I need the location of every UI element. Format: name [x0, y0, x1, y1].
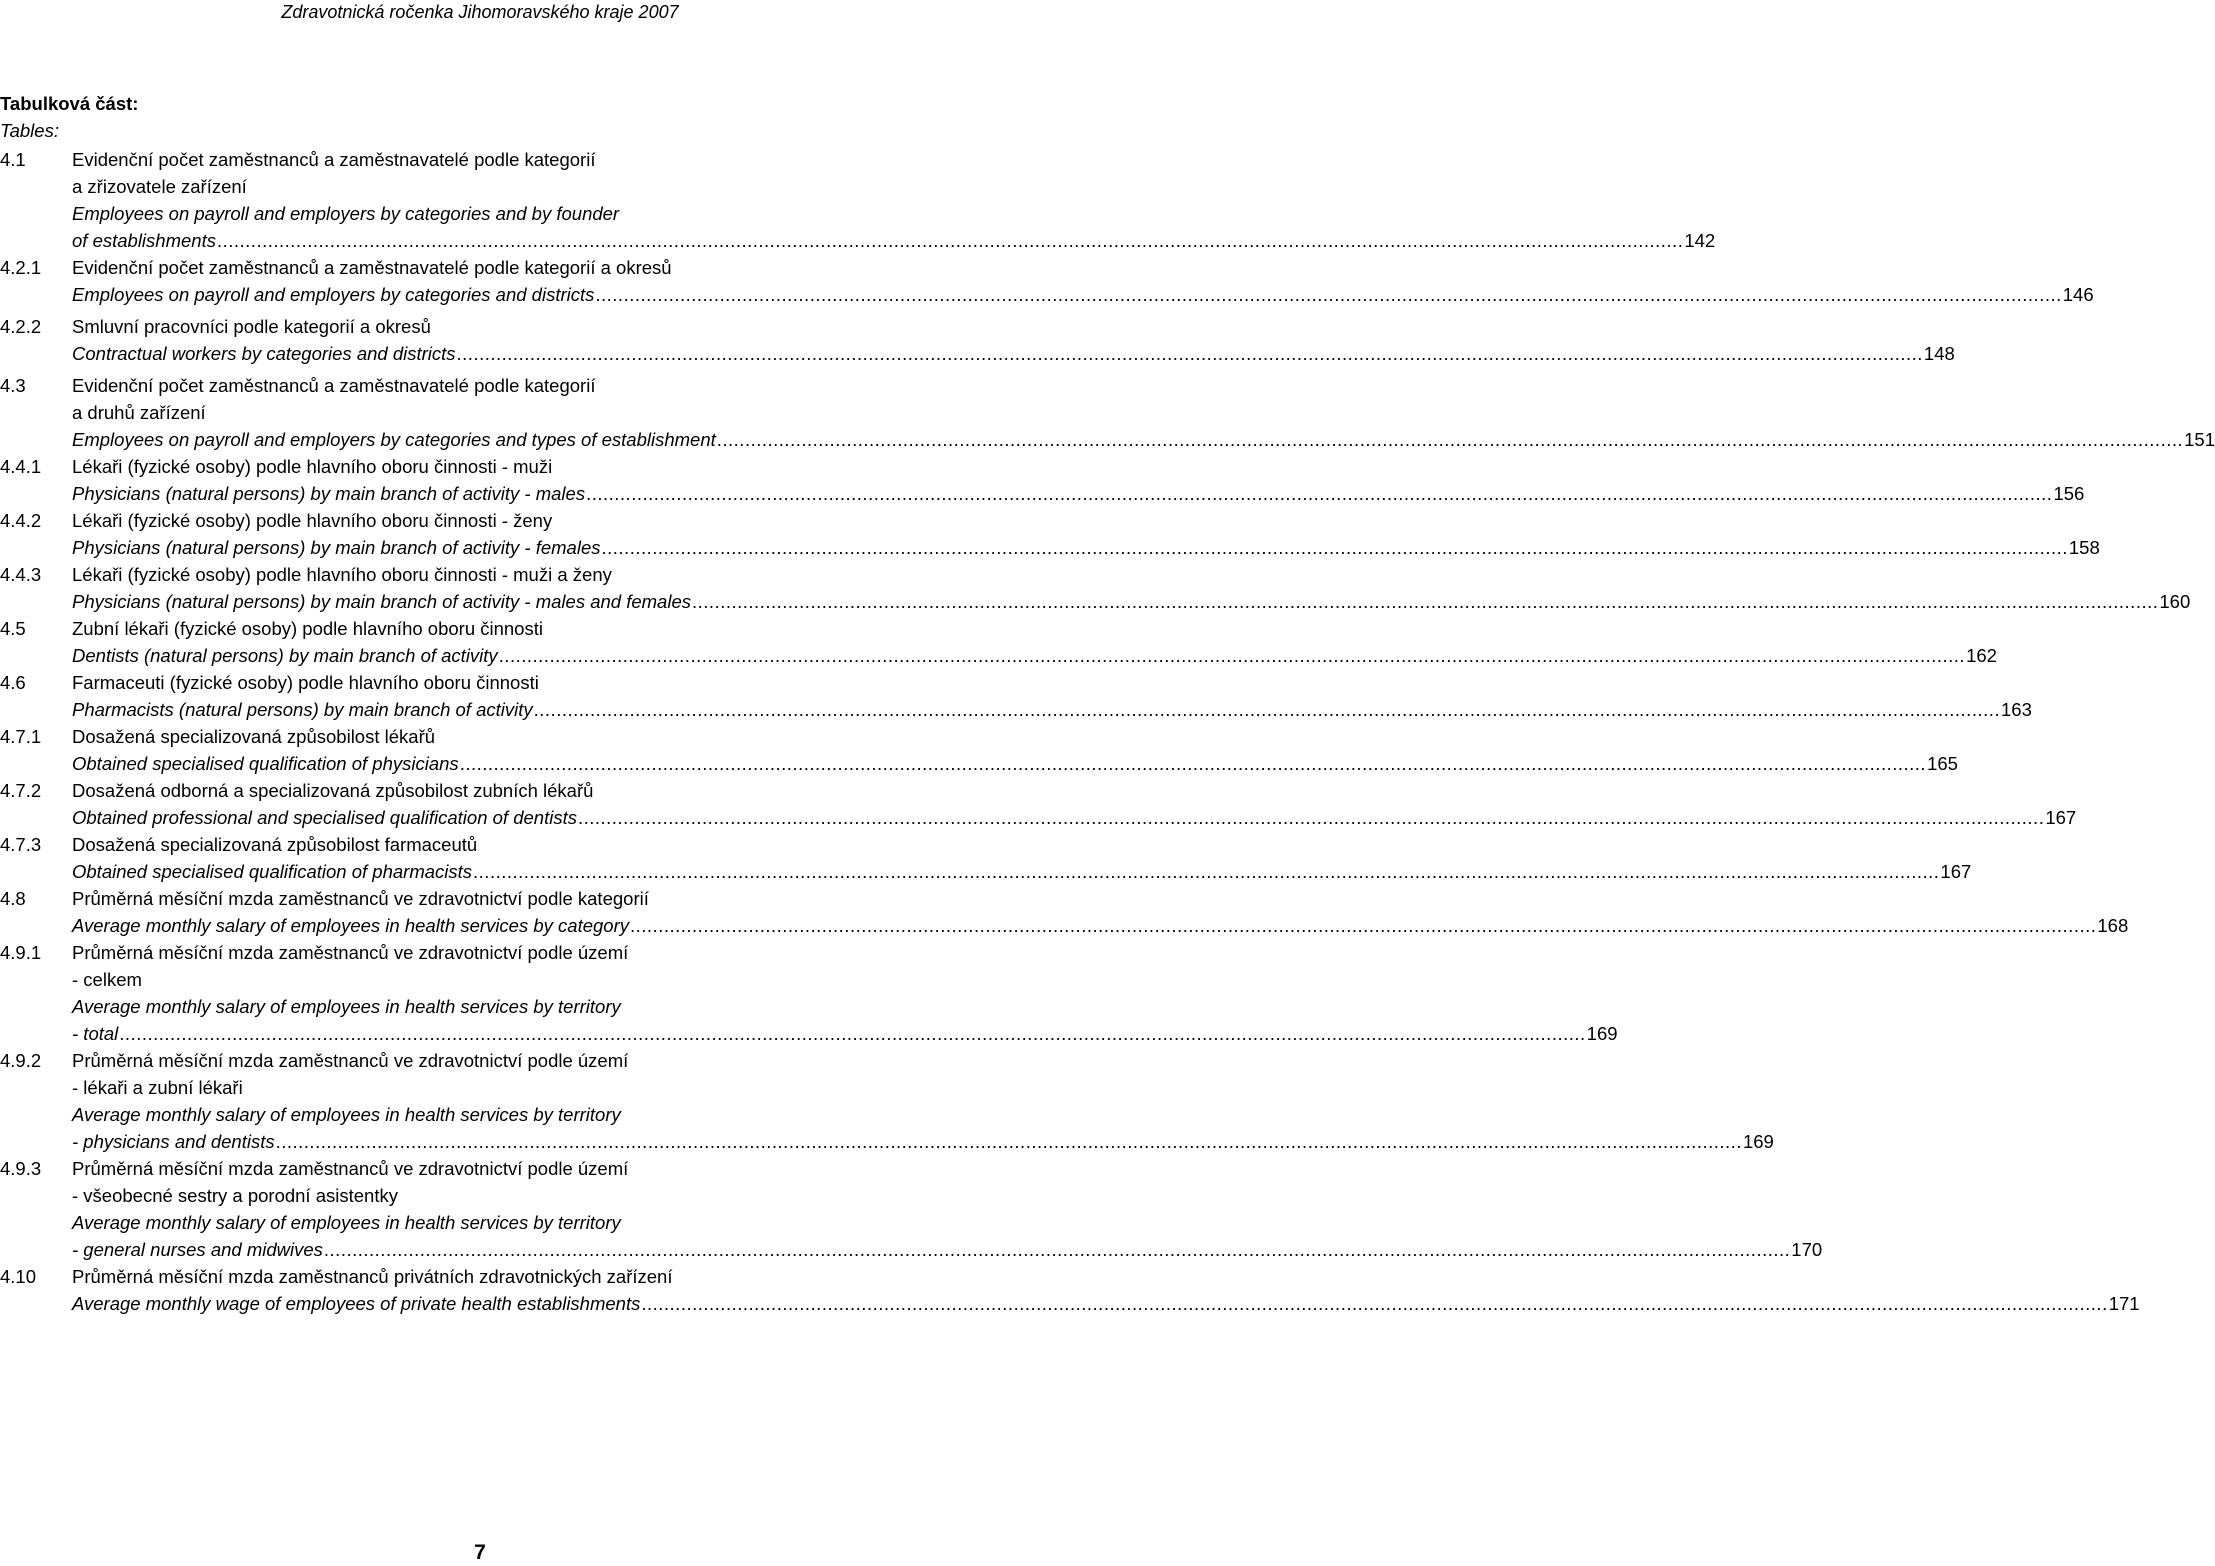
- toc-entry: [0, 831, 1972, 885]
- dot-leader: ....................................................................................................................................................................................................................................................................: [601, 537, 2068, 558]
- toc-entry-text: Contractual workers by categories and districts: [72, 343, 456, 364]
- toc-entry: [0, 1047, 1774, 1155]
- dot-leader: ....................................................................................................................................................................................................................................................................: [498, 645, 1966, 666]
- toc-entry-page: 151: [2184, 429, 2215, 450]
- section-title-cz: Tabulková část:: [0, 93, 139, 114]
- toc-entry-last-line: [72, 804, 2077, 831]
- toc-entry-last-line: [72, 534, 2100, 561]
- toc-entry-number: 4.2.2: [0, 316, 42, 337]
- toc-entry-last-line: [72, 340, 1955, 367]
- toc-entry-text: Employees on payroll and employers by categories and districts: [72, 284, 595, 305]
- toc-entry-number: 4.3: [0, 375, 26, 396]
- toc-entry-last-line: [72, 227, 1716, 254]
- toc-entry-text: Evidenční počet zaměstnanců a zaměstnavatelé podle kategorií: [72, 375, 596, 396]
- toc-entry-text: Average monthly salary of employees in health services by category: [72, 915, 629, 936]
- toc-entry-number: 4.9.2: [0, 1050, 42, 1071]
- toc-entry: [0, 885, 2129, 939]
- toc-entry-number: 4.9.1: [0, 942, 42, 963]
- toc-entry-page: 169: [1586, 1023, 1618, 1044]
- toc-entry-text: Average monthly salary of employees in health services by territory: [72, 1104, 621, 1125]
- toc-entry-last-line: [72, 1020, 1618, 1047]
- toc-entry: [0, 146, 1716, 254]
- toc-entry-text: Průměrná měsíční mzda zaměstnanců privátních zdravotnických zařízení: [72, 1266, 673, 1287]
- toc-entry: [0, 453, 2085, 507]
- toc-entry: [0, 1155, 1823, 1263]
- dot-leader: ....................................................................................................................................................................................................................................................................: [533, 699, 2001, 720]
- dot-leader: ....................................................................................................................................................................................................................................................................: [586, 483, 2053, 504]
- toc-entry-number: 4.4.1: [0, 456, 42, 477]
- toc-entry-page: 168: [2097, 915, 2129, 936]
- toc-entry: [0, 313, 1955, 367]
- toc-entry-last-line: [72, 750, 1958, 777]
- toc-entry-text: Dosažená specializovaná způsobilost lékařů: [72, 726, 436, 747]
- toc-entry-number: 4.8: [0, 888, 26, 909]
- dot-leader: ....................................................................................................................................................................................................................................................................: [456, 343, 1923, 364]
- toc-entry-number: 4.7.3: [0, 834, 42, 855]
- toc-entry-text: Lékaři (fyzické osoby) podle hlavního oboru činnosti - muži a ženy: [72, 564, 612, 585]
- toc-entry-text: Dosažená odborná a specializovaná způsobilost zubních lékařů: [72, 780, 594, 801]
- toc-entry-text: Average monthly salary of employees in health services by territory: [72, 996, 621, 1017]
- toc-entry-last-line: [72, 1128, 1774, 1155]
- dot-leader: ....................................................................................................................................................................................................................................................................: [641, 1293, 2108, 1314]
- toc-entry-page: 160: [2159, 591, 2191, 612]
- toc-entry-text: - physicians and dentists: [72, 1131, 275, 1152]
- toc-entry-text: - general nurses and midwives: [72, 1239, 323, 1260]
- toc-entry-page: 146: [2062, 284, 2094, 305]
- toc-entry: [0, 254, 2094, 308]
- toc-entry: [0, 1263, 2140, 1317]
- dot-leader: ....................................................................................................................................................................................................................................................................: [630, 915, 2097, 936]
- toc-entry-text: Lékaři (fyzické osoby) podle hlavního oboru činnosti - muži: [72, 456, 553, 477]
- toc-entry: [0, 372, 2215, 453]
- toc-entry-text: Average monthly salary of employees in health services by territory: [72, 1212, 621, 1233]
- toc-entry-text: Pharmacists (natural persons) by main branch of activity: [72, 699, 533, 720]
- toc-entry-page: 170: [1791, 1239, 1823, 1260]
- toc-entry: [0, 615, 1997, 669]
- toc-entry-number: 4.1: [0, 149, 26, 170]
- toc-entry: [0, 507, 2100, 561]
- toc-entry: [0, 669, 2032, 723]
- toc-entry-text: - všeobecné sestry a porodní asistentky: [72, 1185, 398, 1206]
- toc-entry-page: 167: [2045, 807, 2077, 828]
- toc-entry-text: Physicians (natural persons) by main branch of activity - males: [72, 483, 586, 504]
- toc-entry-last-line: [72, 1236, 1823, 1263]
- toc-entry-page: 169: [1742, 1131, 1774, 1152]
- toc-entry-text: Dentists (natural persons) by main branch of activity: [72, 645, 498, 666]
- toc-entry-last-line: [72, 696, 2032, 723]
- toc-entry-page: 162: [1966, 645, 1997, 666]
- section-title-en: Tables:: [0, 120, 59, 141]
- dot-leader: ....................................................................................................................................................................................................................................................................: [473, 861, 1940, 882]
- toc-entry-last-line: [72, 642, 1997, 669]
- toc-entry-last-line: [72, 912, 2129, 939]
- toc-entry-text: a druhů zařízení: [72, 402, 206, 423]
- toc-entry-text: Evidenční počet zaměstnanců a zaměstnavatelé podle kategorií: [72, 149, 596, 170]
- toc-entry: [0, 561, 2191, 615]
- toc-entry-last-line: [72, 480, 2085, 507]
- toc-entry-text: - celkem: [72, 969, 142, 990]
- toc-entry-page: 171: [2108, 1293, 2140, 1314]
- dot-leader: ....................................................................................................................................................................................................................................................................: [275, 1131, 1742, 1152]
- toc-entry-last-line: [72, 426, 2215, 453]
- toc-entry-number: 4.5: [0, 618, 26, 639]
- toc-entry-number: 4.7.1: [0, 726, 42, 747]
- toc-entry-number: 4.10: [0, 1266, 37, 1287]
- toc-entry-text: Smluvní pracovníci podle kategorií a okresů: [72, 316, 431, 337]
- dot-leader: ....................................................................................................................................................................................................................................................................: [577, 807, 2045, 828]
- toc-entry-text: Průměrná měsíční mzda zaměstnanců ve zdravotnictví podle území: [72, 942, 629, 963]
- toc-entry-text: Employees on payroll and employers by categories and types of establishment: [72, 429, 716, 450]
- toc-entry: [0, 723, 1958, 777]
- toc-entry-page: 148: [1923, 343, 1955, 364]
- toc-entry-page: 165: [1927, 753, 1958, 774]
- dot-leader: ....................................................................................................................................................................................................................................................................: [119, 1023, 1586, 1044]
- toc-entry-page: 142: [1684, 230, 1716, 251]
- toc-entry-text: Physicians (natural persons) by main branch of activity - males and females: [72, 591, 691, 612]
- dot-leader: ....................................................................................................................................................................................................................................................................: [216, 230, 1684, 251]
- toc-entry-page: 156: [2053, 483, 2085, 504]
- toc-entry-text: Obtained professional and specialised qualification of dentists: [72, 807, 577, 828]
- toc-entry-text: Employees on payroll and employers by categories and by founder: [72, 203, 620, 224]
- dot-leader: ....................................................................................................................................................................................................................................................................: [323, 1239, 1791, 1260]
- toc-entry-number: 4.6: [0, 672, 26, 693]
- toc-entry-text: - lékaři a zubní lékaři: [72, 1077, 243, 1098]
- toc-entry-text: a zřizovatele zařízení: [72, 176, 247, 197]
- toc-entry-last-line: [72, 858, 1972, 885]
- toc-entry-text: of establishments: [72, 230, 216, 251]
- toc-entry-text: Průměrná měsíční mzda zaměstnanců ve zdravotnictví podle území: [72, 1050, 629, 1071]
- running-header: Zdravotnická ročenka Jihomoravského kraje 2007: [281, 2, 679, 22]
- toc-entry-page: 163: [2001, 699, 2032, 720]
- toc-entry: [0, 939, 1618, 1047]
- page-number: 7: [474, 1541, 486, 1564]
- toc-entry-text: - total: [72, 1023, 119, 1044]
- section-heading: [0, 90, 138, 144]
- toc-entry-text: Průměrná měsíční mzda zaměstnanců ve zdravotnictví podle území: [72, 1158, 629, 1179]
- toc-entry-text: Evidenční počet zaměstnanců a zaměstnavatelé podle kategorií a okresů: [72, 257, 672, 278]
- toc-entry-text: Zubní lékaři (fyzické osoby) podle hlavního oboru činnosti: [72, 618, 543, 639]
- table-of-contents: [0, 146, 2215, 1317]
- toc-entry-last-line: [72, 1290, 2140, 1317]
- toc-entry-text: Průměrná měsíční mzda zaměstnanců ve zdravotnictví podle kategorií: [72, 888, 649, 909]
- dot-leader: ....................................................................................................................................................................................................................................................................: [692, 591, 2159, 612]
- toc-entry-text: Average monthly wage of employees of private health establishments: [72, 1293, 641, 1314]
- dot-leader: ....................................................................................................................................................................................................................................................................: [716, 429, 2184, 450]
- toc-entry-text: Obtained specialised qualification of physicians: [72, 753, 459, 774]
- toc-entry-number: 4.7.2: [0, 780, 42, 801]
- toc-entry-last-line: [72, 588, 2191, 615]
- toc-entry-number: 4.2.1: [0, 257, 42, 278]
- toc-entry-text: Obtained specialised qualification of pharmacists: [72, 861, 473, 882]
- toc-entry-number: 4.9.3: [0, 1158, 42, 1179]
- toc-entry-text: Physicians (natural persons) by main branch of activity - females: [72, 537, 601, 558]
- toc-entry-page: 167: [1940, 861, 1972, 882]
- toc-entry-text: Dosažená specializovaná způsobilost farmaceutů: [72, 834, 478, 855]
- toc-entry: [0, 777, 2077, 831]
- toc-entry-number: 4.4.2: [0, 510, 42, 531]
- toc-entry-text: Farmaceuti (fyzické osoby) podle hlavního oboru činnosti: [72, 672, 539, 693]
- toc-entry-last-line: [72, 281, 2094, 308]
- toc-entry-number: 4.4.3: [0, 564, 42, 585]
- toc-entry-text: Lékaři (fyzické osoby) podle hlavního oboru činnosti - ženy: [72, 510, 553, 531]
- toc-entry-page: 158: [2068, 537, 2100, 558]
- dot-leader: ....................................................................................................................................................................................................................................................................: [595, 284, 2062, 305]
- dot-leader: ....................................................................................................................................................................................................................................................................: [459, 753, 1927, 774]
